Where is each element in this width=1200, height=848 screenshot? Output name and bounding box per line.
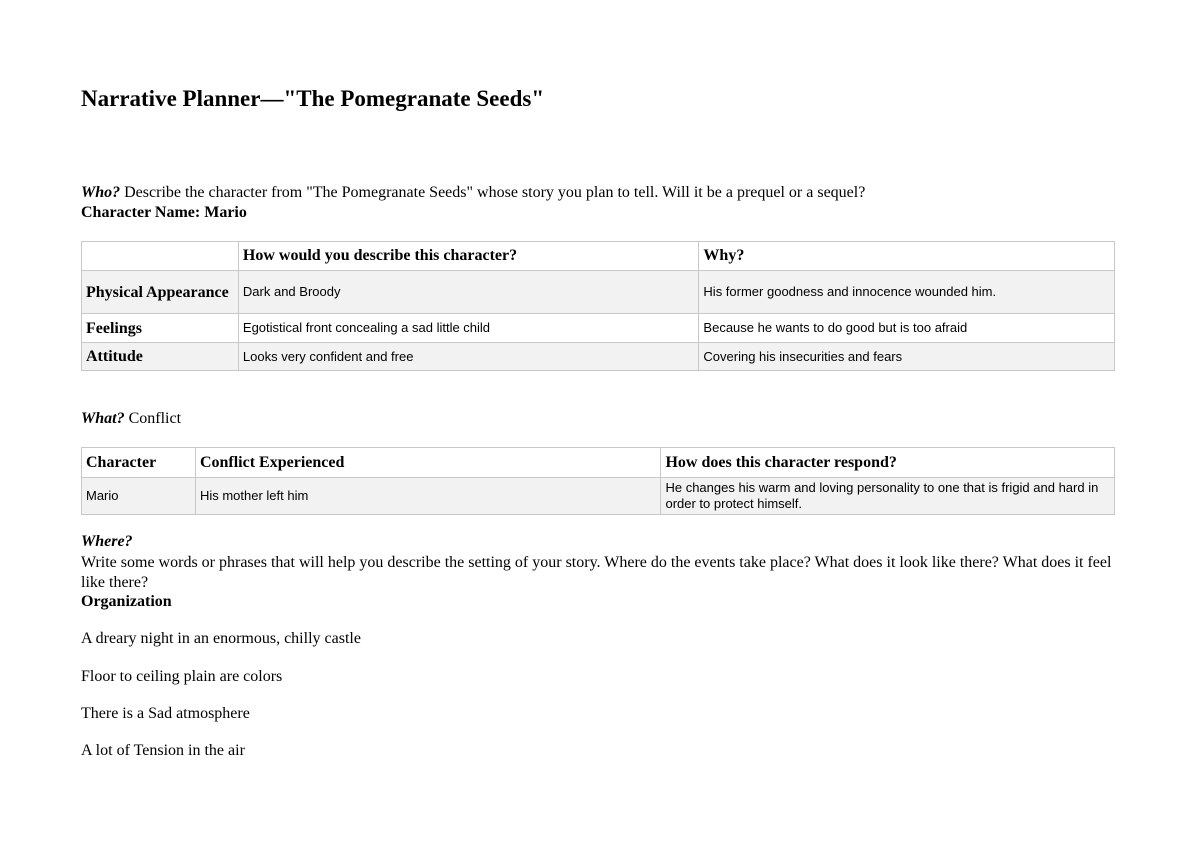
table-row (82, 343, 1115, 371)
page-title: Narrative Planner—"The Pomegranate Seeds" (81, 86, 545, 111)
table-row (82, 271, 1115, 314)
row-label: Attitude (82, 343, 239, 371)
column-header: Why? (699, 242, 1115, 271)
where-label: Where? (81, 533, 133, 550)
where-heading (81, 533, 133, 551)
table-row (82, 478, 1115, 515)
row-label: Physical Appearance (82, 271, 239, 314)
organization-label: Organization (81, 593, 172, 610)
table-row (82, 314, 1115, 343)
conflict-cell: His mother left him (195, 478, 661, 515)
who-label: Who? (81, 184, 121, 201)
character-table (81, 241, 1115, 371)
conflict-table-header-row (82, 448, 1115, 478)
description-cell: Egotistical front concealing a sad little child (238, 314, 699, 343)
setting-line: A lot of Tension in the air (81, 742, 245, 759)
conflict-table (81, 447, 1115, 515)
column-header (82, 242, 239, 271)
character-table-header-row (82, 242, 1115, 271)
what-label: What? (81, 410, 125, 427)
what-prompt (81, 410, 181, 428)
character-name: Character Name: Mario (81, 204, 247, 221)
why-cell: His former goodness and innocence wounded him. (699, 271, 1115, 314)
why-cell: Covering his insecurities and fears (699, 343, 1115, 371)
setting-line: There is a Sad atmosphere (81, 705, 250, 722)
row-label: Feelings (82, 314, 239, 343)
who-prompt (81, 184, 865, 202)
column-header: Character (82, 448, 196, 478)
column-header: How does this character respond? (661, 448, 1115, 478)
description-cell: Looks very confident and free (238, 343, 699, 371)
character-cell: Mario (82, 478, 196, 515)
setting-line: A dreary night in an enormous, chilly castle (81, 630, 361, 647)
setting-line: Floor to ceiling plain are colors (81, 668, 283, 685)
where-prompt: Write some words or phrases that will help you describe the setting of your story. Where do the events take place? What does it look like there? What does it feel like there? (81, 554, 1112, 591)
column-header: How would you describe this character? (238, 242, 699, 271)
response-cell: He changes his warm and loving personality to one that is frigid and hard in order to protect himself. (661, 478, 1115, 515)
why-cell: Because he wants to do good but is too afraid (699, 314, 1115, 343)
column-header: Conflict Experienced (195, 448, 661, 478)
what-text: Conflict (124, 410, 182, 427)
description-cell: Dark and Broody (238, 271, 699, 314)
who-prompt-text: Describe the character from "The Pomegranate Seeds" whose story you plan to tell. Will it be a prequel or a sequel? (120, 184, 866, 201)
